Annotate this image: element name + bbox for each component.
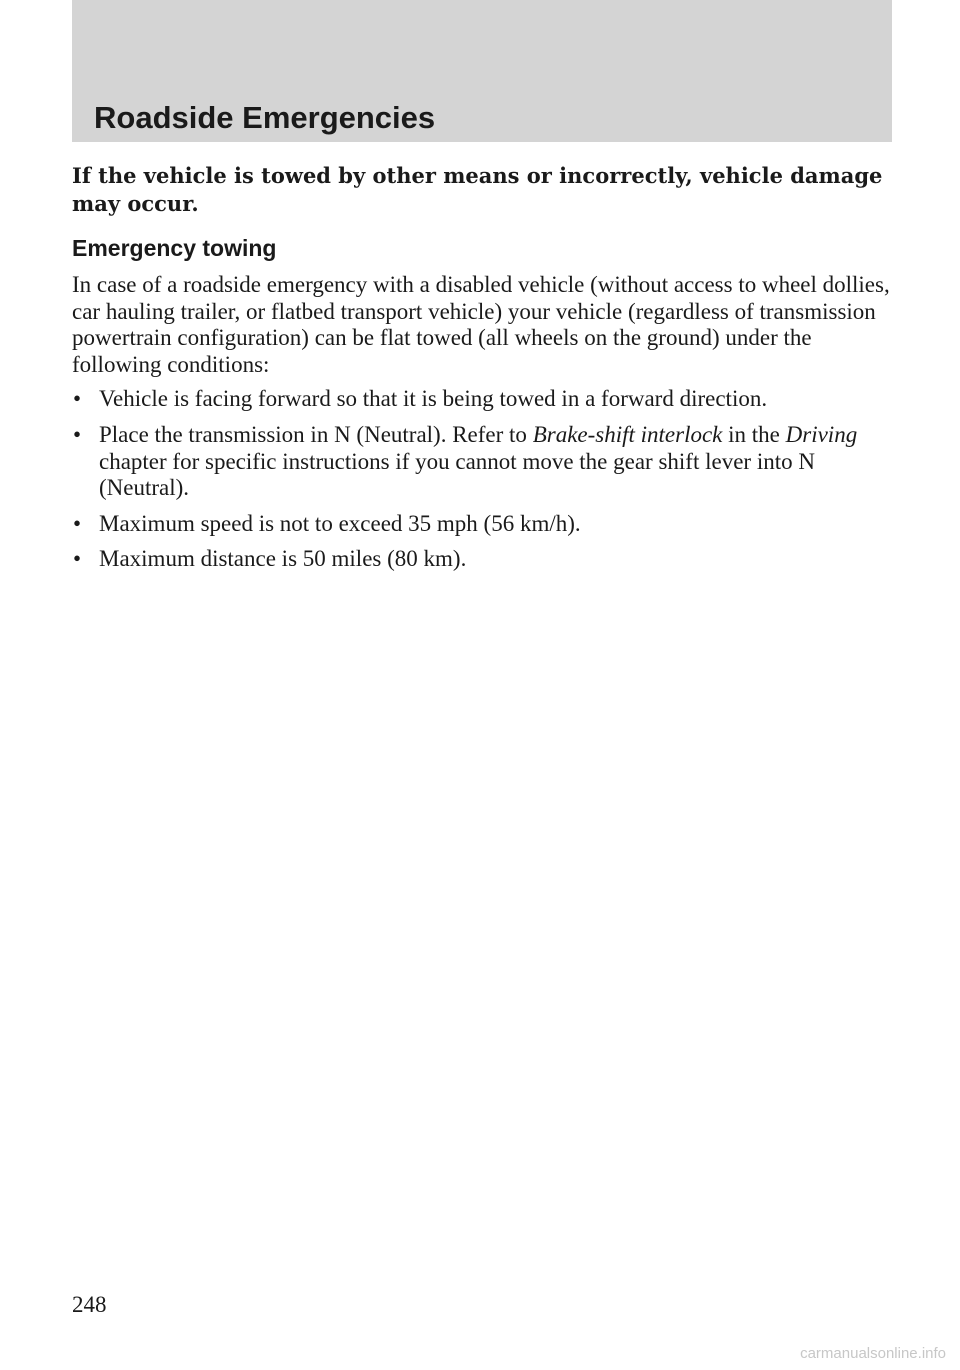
towing-conditions-list <box>72 386 902 573</box>
list-item-text: Vehicle is facing forward so that it is being towed in a forward direction. <box>99 386 768 412</box>
list-item <box>72 546 902 573</box>
bullet-icon: • <box>73 421 82 447</box>
page-content <box>72 162 902 582</box>
list-item <box>72 386 902 413</box>
list-item <box>72 511 902 538</box>
list-item-text: Place the transmission in N (Neutral). Refer to <box>99 421 533 447</box>
bullet-icon: • <box>73 386 82 412</box>
bullet-icon: • <box>73 546 82 572</box>
list-item-text: chapter for specific instructions if you cannot move the gear shift lever into N (Neutral). <box>99 448 815 501</box>
towing-warning: If the vehicle is towed by other means or incorrectly, vehicle damage may occur. <box>72 163 883 216</box>
bullet-icon: • <box>73 510 82 536</box>
section-intro: In case of a roadside emergency with a disabled vehicle (without access to wheel dollies, car hauling trailer, or flatbed transport vehicle) your vehicle (regardless of transmission powertrain configuration) can be flat towed (all wheels on the ground) under the following conditions: <box>72 272 890 377</box>
list-item-text: Maximum distance is 50 miles (80 km). <box>99 546 467 572</box>
cross-reference-driving-chapter: Driving <box>785 421 858 447</box>
chapter-title: Roadside Emergencies <box>94 100 436 135</box>
list-item-text: Maximum speed is not to exceed 35 mph (56 km/h). <box>99 510 581 536</box>
section-heading: Emergency towing <box>72 235 277 261</box>
list-item <box>72 422 902 502</box>
page-number: 248 <box>72 1292 107 1317</box>
cross-reference-brake-shift-interlock: Brake-shift interlock <box>532 421 723 447</box>
watermark: carmanualsonline.info <box>800 1345 946 1362</box>
list-item-text: in the <box>722 421 786 447</box>
